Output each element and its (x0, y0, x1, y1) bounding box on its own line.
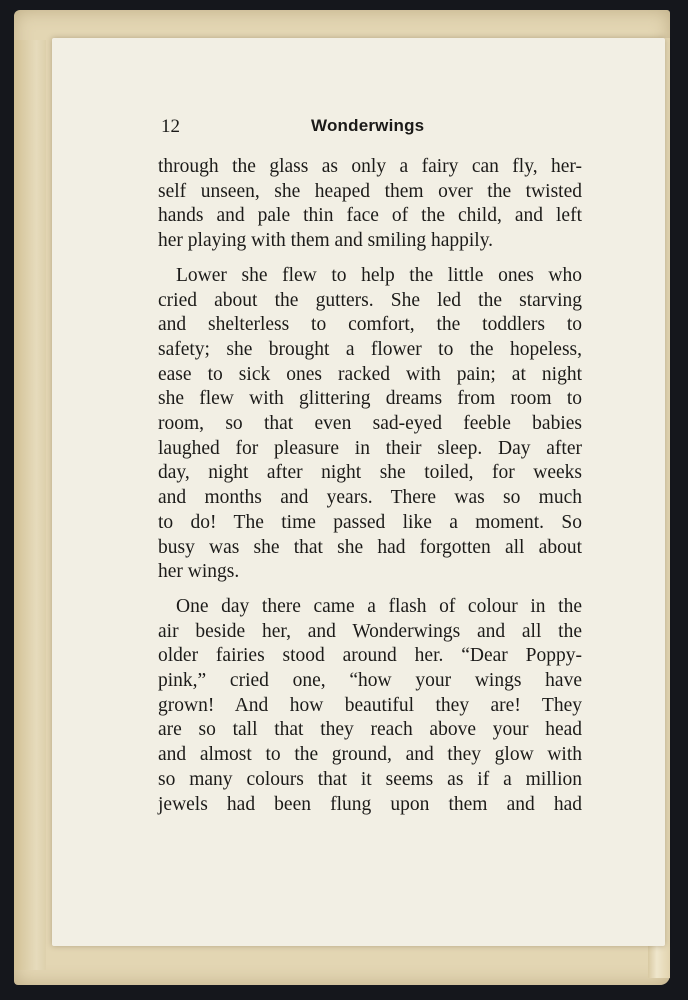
paragraph (158, 155, 582, 254)
text-line: ease to sick ones racked with pain; at night (158, 363, 582, 385)
book-page (52, 38, 665, 946)
cover-left-edge (14, 40, 46, 970)
text-line: grown! And how beautiful they are! They (158, 694, 582, 716)
text-line: day, night after night she toiled, for weeks (158, 462, 582, 484)
text-line: laughed for pleasure in their sleep. Day after (158, 437, 582, 459)
text-line: her wings. (158, 561, 240, 583)
text-line: through the glass as only a fairy can fly, her- (158, 156, 582, 177)
text-line: and shelterless to comfort, the toddlers to (158, 314, 582, 336)
text-line: she flew with glittering dreams from room to (158, 388, 582, 410)
page-number: 12 (161, 116, 180, 137)
text-line: pink,” cried one, “how your wings have (158, 670, 582, 692)
paragraph (158, 595, 582, 817)
text-line: cried about the gutters. She led the starving (158, 289, 582, 311)
text-line: and months and years. There was so much (158, 487, 582, 509)
text-line: hands and pale thin face of the child, and left (158, 205, 582, 227)
text-line: self unseen, she heaped them over the twisted (158, 180, 582, 202)
text-line: are so tall that they reach above your head (158, 719, 582, 741)
text-line: safety; she brought a flower to the hopeless, (158, 338, 582, 360)
text-line: busy was she that she had forgotten all about (158, 536, 582, 558)
page-header (161, 116, 579, 140)
text-line: and almost to the ground, and they glow with (158, 744, 582, 766)
running-title: Wonderwings (311, 116, 425, 135)
text-line: older fairies stood around her. “Dear Poppy- (158, 645, 582, 667)
text-line: jewels had been flung upon them and had (158, 793, 582, 815)
text-line: One day there came a flash of colour in the (176, 595, 582, 617)
text-line: to do! The time passed like a moment. So (158, 511, 582, 533)
text-line: Lower she flew to help the little ones who (176, 264, 582, 286)
paragraph (158, 264, 582, 585)
text-line: room, so that even sad-eyed feeble babies (158, 413, 582, 435)
text-line: so many colours that it seems as if a million (158, 768, 582, 790)
body-text (158, 155, 582, 817)
text-line: her playing with them and smiling happily. (158, 230, 494, 252)
text-line: air beside her, and Wonderwings and all the (158, 620, 582, 642)
